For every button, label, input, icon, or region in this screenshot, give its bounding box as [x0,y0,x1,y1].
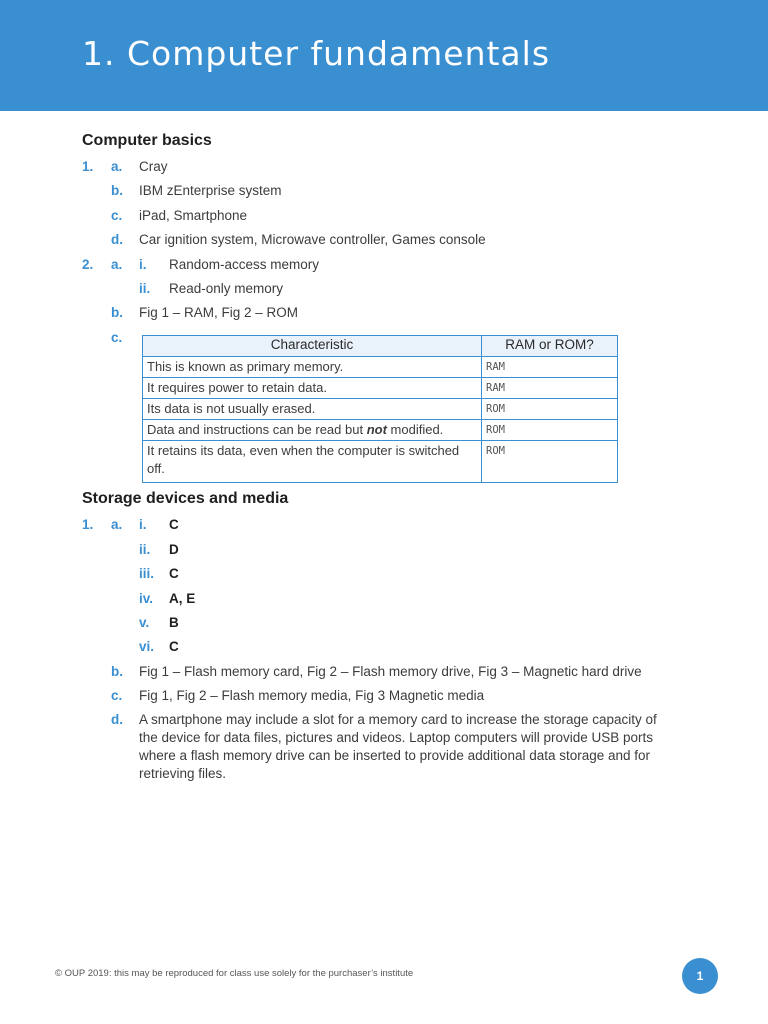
item-label: a. [111,517,123,532]
answer-text: A, E [169,591,196,606]
item-label: c. [111,208,123,223]
item-text: Fig 1, Fig 2 – Flash memory media, Fig 3 Magnetic media [139,688,485,703]
page-number: 1 [682,958,718,994]
list-item [0,686,768,706]
item-text: Random-access memory [169,257,320,272]
table-row [143,399,618,420]
list-item [0,613,768,633]
table-cell-answer: ROM [482,441,618,483]
table-cell-answer: ROM [482,399,618,420]
table-cell: Its data is not usually erased. [143,399,482,420]
list-item [0,157,768,177]
question-number: 1. [82,517,94,532]
table-cell-answer: RAM [482,357,618,378]
question-number: 1. [82,159,94,174]
list-item [0,637,768,657]
table-cell [143,420,482,441]
list-item [0,206,768,226]
list-item [0,589,768,609]
item-label: d. [111,232,123,247]
answer-text: C [169,517,179,532]
answer-text: D [169,542,179,557]
item-label: c. [111,330,123,345]
item-text: Car ignition system, Microwave controller, Games console [139,232,486,247]
answer-text: C [169,566,179,581]
item-label: a. [111,159,123,174]
list-item [0,279,768,299]
list-item [0,564,768,584]
table-cell: This is known as primary memory. [143,357,482,378]
subitem-label: iv. [139,591,154,606]
question-number: 2. [82,257,94,272]
item-text: iPad, Smartphone [139,208,248,223]
table-row [143,441,618,483]
subitem-label: ii. [139,542,151,557]
item-label: c. [111,688,123,703]
table-cell: It retains its data, even when the computer is switched off. [143,441,482,483]
table-row [143,420,618,441]
table-cell-answer: RAM [482,378,618,399]
ram-rom-table [142,335,618,483]
title-banner [0,0,768,111]
table-cell: It requires power to retain data. [143,378,482,399]
subitem-label: ii. [139,281,151,296]
item-label: b. [111,664,123,679]
list-item [0,230,768,250]
subitem-label: iii. [139,566,155,581]
section-title-computer-basics: Computer basics [82,132,212,149]
list-item [0,710,130,730]
answer-paragraph: A smartphone may include a slot for a memory card to increase the storage capacity of the device for data files, pictures and videos. Laptop computers will provide USB ports where a flash memory drive can be inserted to provide additional data storage and for retrieving files. [139,712,657,781]
subitem-label: vi. [139,639,155,654]
item-text: Fig 1 – Flash memory card, Fig 2 – Flash memory drive, Fig 3 – Magnetic hard drive [139,664,642,679]
item-label: b. [111,305,123,320]
item-text: IBM zEnterprise system [139,183,282,198]
list-item [0,515,768,535]
list-item [0,181,768,201]
section-title-storage: Storage devices and media [82,490,289,507]
table-row [143,378,618,399]
table-cell-answer: ROM [482,420,618,441]
item-label: b. [111,183,123,198]
list-item [0,255,768,275]
item-label: d. [111,712,123,727]
list-item [0,303,768,323]
copyright-footer: © OUP 2019: this may be reproduced for class use solely for the purchaser’s institute [55,968,414,979]
emphasis-text: not [366,422,387,437]
answer-text: B [169,615,179,630]
column-header: Characteristic [143,336,482,357]
item-label: a. [111,257,123,272]
item-text: Cray [139,159,168,174]
item-text: Read-only memory [169,281,284,296]
table-row [143,357,618,378]
table-header-row [143,336,618,357]
answer-text: C [169,639,179,654]
cell-text: modified. [386,422,444,437]
column-header: RAM or ROM? [482,336,618,357]
subitem-label: v. [139,615,150,630]
subitem-label: i. [139,257,147,272]
item-text: Fig 1 – RAM, Fig 2 – ROM [139,305,299,320]
list-item [0,540,768,560]
list-item [0,328,130,348]
list-item [0,662,768,682]
cell-text: Data and instructions can be read but [147,422,367,437]
subitem-label: i. [139,517,147,532]
page-title: 1. Computer fundamentals [82,34,551,73]
